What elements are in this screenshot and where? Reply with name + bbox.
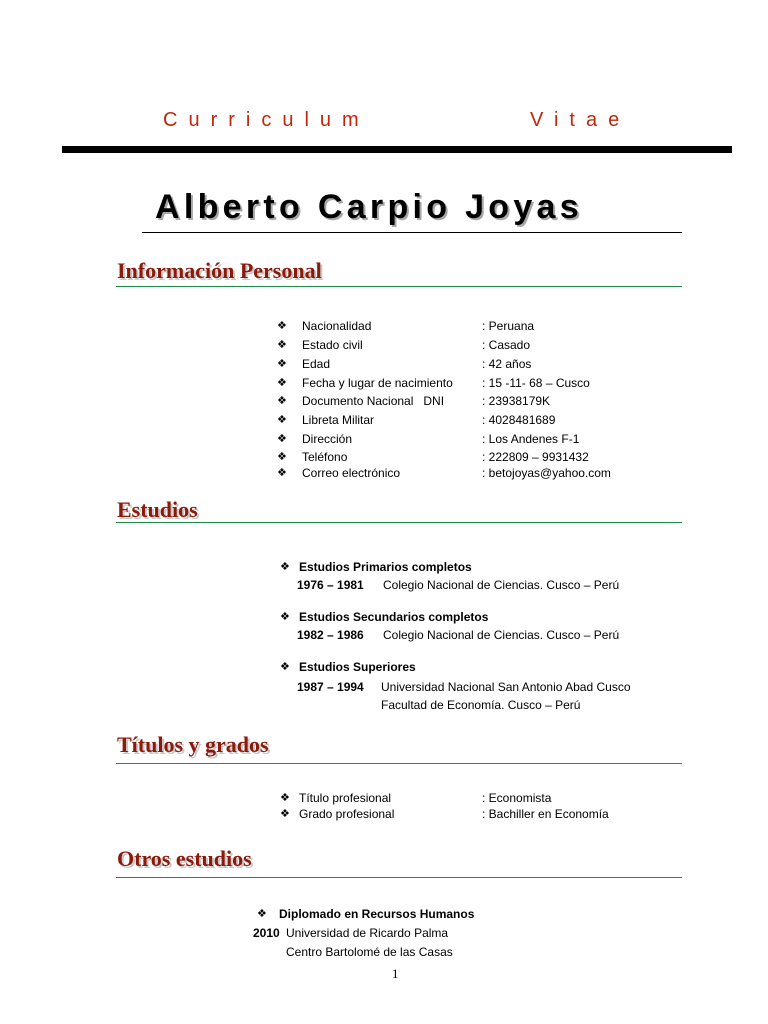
- degree-value: : Economista: [482, 791, 552, 805]
- name-underline: [142, 232, 682, 233]
- diamond-bullet-icon: ❖: [277, 433, 287, 445]
- personal-value: : betojoyas@yahoo.com: [482, 466, 611, 480]
- diamond-bullet-icon: ❖: [277, 377, 287, 389]
- personal-value: : Casado: [482, 338, 531, 352]
- diamond-bullet-icon: ❖: [277, 339, 287, 351]
- personal-label: Estado civil: [302, 338, 363, 352]
- study-title: Estudios Superiores: [299, 660, 416, 674]
- section-title-personal: Información Personal: [117, 258, 322, 283]
- section-rule-other: [116, 877, 682, 878]
- study-place-secondary: Facultad de Economía. Cusco – Perú: [381, 698, 581, 712]
- study-place: Colegio Nacional de Ciencias. Cusco – Perú: [383, 578, 620, 592]
- diamond-bullet-icon: ❖: [277, 358, 287, 370]
- study-place: Universidad Nacional San Antonio Abad Cusco: [381, 680, 631, 694]
- section-title-degrees: Títulos y grados: [117, 732, 269, 757]
- study-place: Colegio Nacional de Ciencias. Cusco – Perú: [383, 628, 620, 642]
- section-rule-studies: [116, 522, 682, 523]
- study-title: Estudios Primarios completos: [299, 560, 472, 574]
- other-study-title: Diplomado en Recursos Humanos: [279, 907, 475, 921]
- degree-label: Título profesional: [299, 791, 392, 805]
- personal-label: Fecha y lugar de nacimiento: [302, 376, 453, 390]
- section-rule-personal: [116, 286, 682, 287]
- personal-value: : Los Andenes F-1: [482, 432, 580, 446]
- personal-value: : 4028481689: [482, 413, 556, 427]
- header-word-curriculum: Curriculum: [163, 109, 370, 131]
- other-study-place-secondary: Centro Bartolomé de las Casas: [286, 945, 453, 959]
- personal-label: Dirección: [302, 432, 353, 446]
- candidate-name: Alberto Carpio Joyas: [155, 188, 583, 226]
- personal-value: : 222809 – 9931432: [482, 450, 589, 464]
- diamond-bullet-icon: ❖: [280, 792, 290, 804]
- personal-value: : 23938179K: [482, 394, 551, 408]
- study-years: 1987 – 1994: [297, 680, 364, 694]
- diamond-bullet-icon: ❖: [280, 611, 290, 623]
- diamond-bullet-icon: ❖: [257, 908, 267, 920]
- section-title-other: Otros estudios: [117, 846, 252, 871]
- header-divider: [62, 146, 732, 153]
- study-title: Estudios Secundarios completos: [299, 610, 489, 624]
- personal-value: : 42 años: [482, 357, 532, 371]
- personal-label: Documento Nacional DNI: [302, 394, 445, 408]
- diamond-bullet-icon: ❖: [280, 808, 290, 820]
- diamond-bullet-icon: ❖: [277, 320, 287, 332]
- personal-label: Correo electrónico: [302, 466, 401, 480]
- diamond-bullet-icon: ❖: [277, 467, 287, 479]
- degree-label: Grado profesional: [299, 807, 395, 821]
- degree-value: : Bachiller en Economía: [482, 807, 609, 821]
- diamond-bullet-icon: ❖: [277, 395, 287, 407]
- personal-label: Teléfono: [302, 450, 348, 464]
- diamond-bullet-icon: ❖: [280, 661, 290, 673]
- personal-value: : 15 -11- 68 – Cusco: [482, 376, 590, 390]
- personal-label: Libreta Militar: [302, 413, 375, 427]
- personal-value: : Peruana: [482, 319, 535, 333]
- other-study-year: 2010: [253, 926, 280, 940]
- diamond-bullet-icon: ❖: [277, 451, 287, 463]
- section-rule-degrees: [116, 763, 682, 764]
- diamond-bullet-icon: ❖: [280, 561, 290, 573]
- section-title-studies: Estudios: [117, 497, 198, 522]
- diamond-bullet-icon: ❖: [277, 414, 287, 426]
- other-study-place: Universidad de Ricardo Palma: [286, 926, 449, 940]
- study-years: 1976 – 1981: [297, 578, 364, 592]
- personal-label: Edad: [302, 357, 331, 371]
- study-years: 1982 – 1986: [297, 628, 364, 642]
- header-word-vitae: Vitae: [530, 109, 631, 131]
- page-number: 1: [392, 966, 399, 981]
- personal-label: Nacionalidad: [302, 319, 372, 333]
